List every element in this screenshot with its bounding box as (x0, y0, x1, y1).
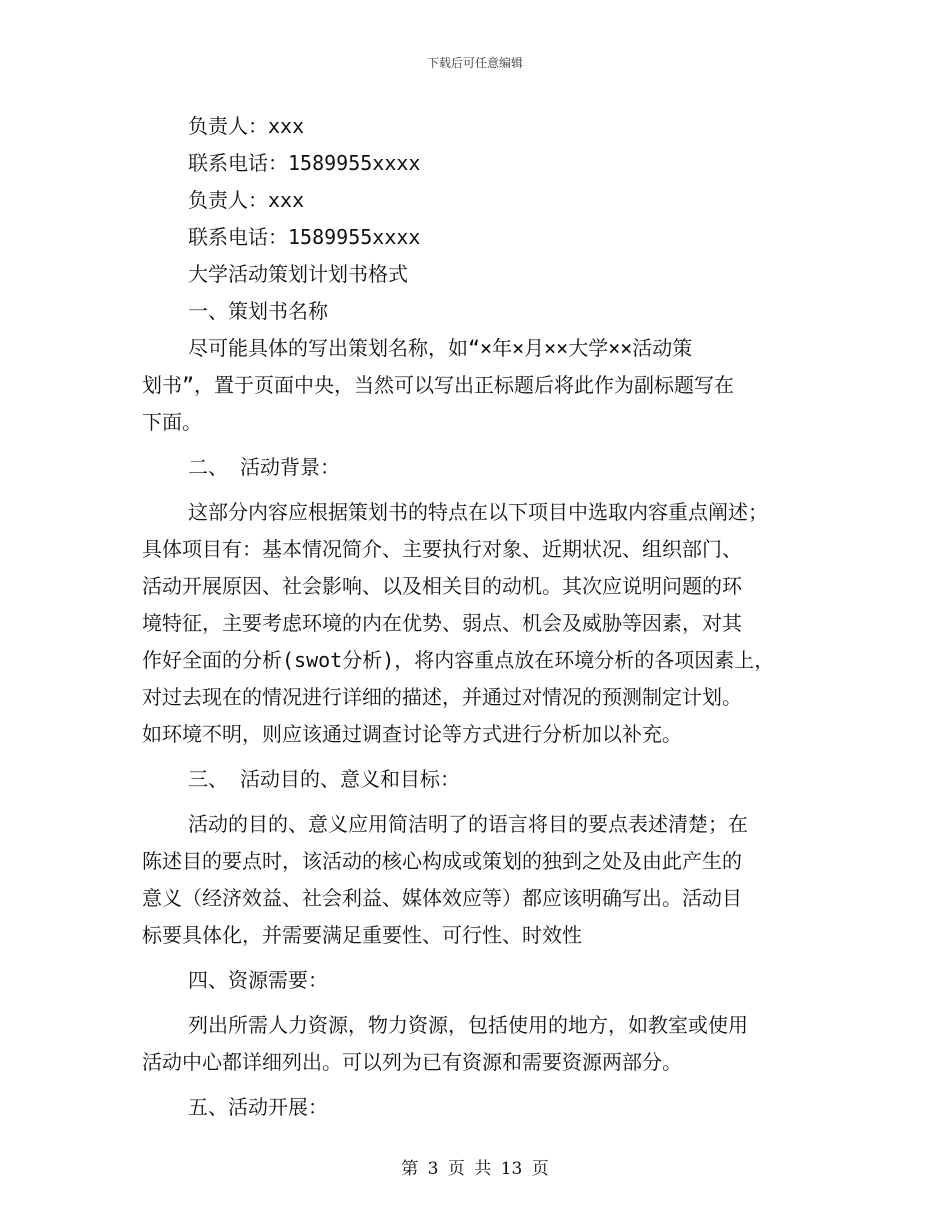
contact-person-line: 负责人：xxx (188, 114, 305, 138)
paragraph-line: 下面。 (142, 410, 202, 434)
paragraph-line: 作好全面的分析(swot分析)，将内容重点放在环境分析的各项因素上， (142, 648, 775, 672)
paragraph-line: 如环境不明，则应该通过调查讨论等方式进行分析加以补充。 (142, 722, 682, 746)
contact-person-line: 负责人：xxx (188, 188, 305, 212)
paragraph-line: 意义（经济效益、社会利益、媒体效应等）都应该明确写出。活动目 (142, 886, 742, 910)
paragraph-line: 这部分内容应根据策划书的特点在以下项目中选取内容重点阐述； (188, 500, 768, 524)
paragraph-line: 活动的目的、意义应用简洁明了的语言将目的要点表述清楚；在 (188, 812, 748, 836)
paragraph-line: 对过去现在的情况进行详细的描述，并通过对情况的预测制定计划。 (142, 685, 742, 709)
section-title: 大学活动策划计划书格式 (188, 262, 408, 286)
paragraph-line: 尽可能具体的写出策划名称，如“×年×月××大学××活动策 (188, 336, 693, 360)
paragraph-line: 列出所需人力资源，物力资源，包括使用的地方，如教室或使用 (188, 1013, 748, 1037)
heading-goals: 三、 活动目的、意义和目标： (188, 767, 461, 791)
paragraph-line: 境特征，主要考虑环境的内在优势、弱点、机会及威胁等因素，对其 (142, 611, 742, 635)
heading-resources: 四、资源需要： (188, 968, 328, 992)
paragraph-line: 陈述目的要点时，该活动的核心构成或策划的独到之处及由此产生的 (142, 849, 742, 873)
contact-phone-line: 联系电话：1589955xxxx (188, 225, 421, 249)
page-header-note: 下载后可任意编辑 (426, 56, 523, 70)
paragraph-line: 标要具体化，并需要满足重要性、可行性、时效性 (142, 923, 582, 947)
paragraph-line: 划书”，置于页面中央，当然可以写出正标题后将此作为副标题写在 (142, 373, 735, 397)
document-body (142, 108, 812, 1126)
heading-activity: 五、活动开展： (188, 1095, 328, 1119)
paragraph-line: 具体项目有：基本情况简介、主要执行对象、近期状况、组织部门、 (142, 537, 742, 561)
page-number: 第 3 页 共 13 页 (401, 1159, 549, 1179)
paragraph-line: 活动开展原因、社会影响、以及相关目的动机。其次应说明问题的环 (142, 574, 742, 598)
paragraph-line: 活动中心都详细列出。可以列为已有资源和需要资源两部分。 (142, 1050, 682, 1074)
heading-background: 二、 活动背景： (188, 455, 341, 479)
heading-plan-name: 一、策划书名称 (188, 299, 328, 323)
contact-phone-line: 联系电话：1589955xxxx (188, 151, 421, 175)
